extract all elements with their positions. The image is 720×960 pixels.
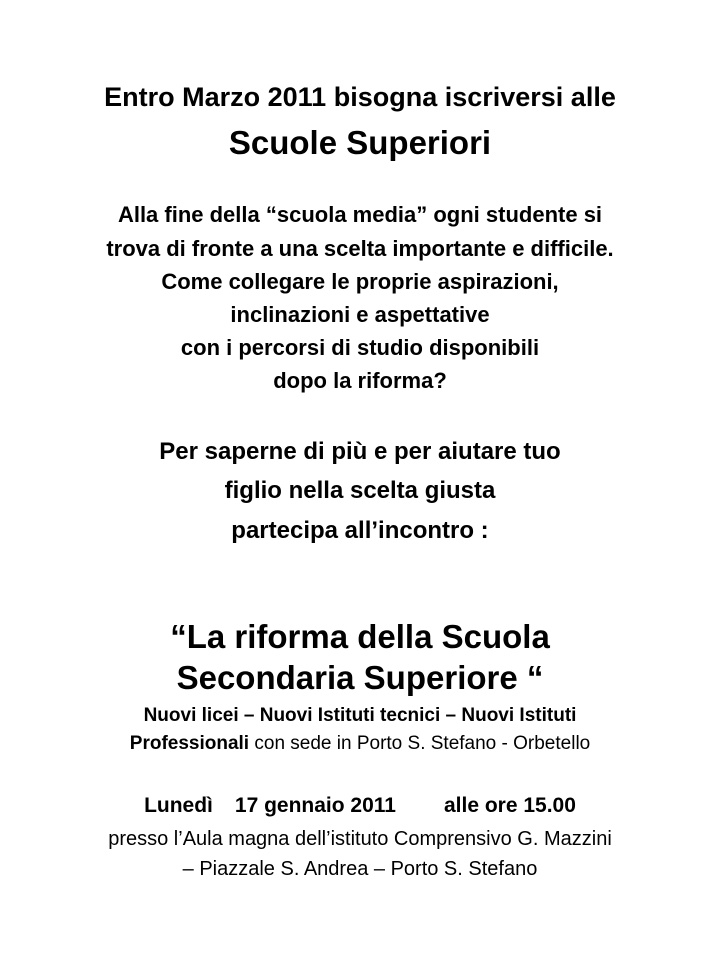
intro-line: con i percorsi di studio disponibili	[180, 335, 540, 360]
event-subtitle-line	[0, 734, 720, 753]
call-to-action-line: partecipa all’incontro :	[231, 517, 489, 544]
intro-line: dopo la riforma?	[273, 368, 447, 393]
subtitle-location-part: con sede in Porto S. Stefano - Orbetello	[249, 733, 591, 754]
intro-line: Alla fine della “scuola media” ogni studente si	[117, 202, 603, 227]
call-to-action-line: figlio nella scelta giusta	[224, 477, 496, 504]
event-date-line	[0, 795, 720, 816]
event-title-line: Secondaria Superiore “	[176, 659, 544, 696]
flyer-title: Scuole Superiori	[228, 124, 492, 161]
event-place-line: – Piazzale S. Andrea – Porto S. Stefano	[182, 858, 538, 880]
subtitle-bold-part: Professionali	[129, 733, 250, 754]
intro-line: trova di fronte a una scelta importante e difficile.	[106, 236, 614, 261]
call-to-action-line: Per saperne di più e per aiutare tuo	[159, 438, 561, 465]
enrollment-deadline-heading: Entro Marzo 2011 bisogna iscriversi alle	[104, 82, 616, 112]
event-time: alle ore 15.00	[443, 794, 576, 817]
event-date: 17 gennaio 2011	[234, 794, 396, 817]
event-place-line: presso l’Aula magna dell’istituto Comprensivo G. Mazzini	[108, 828, 612, 850]
event-day: Lunedì	[144, 794, 213, 817]
intro-line: Come collegare le proprie aspirazioni,	[161, 269, 559, 294]
event-subtitle-line: Nuovi licei – Nuovi Istituti tecnici – Nuovi Istituti	[143, 705, 577, 726]
event-title-line: “La riforma della Scuola	[170, 618, 550, 655]
intro-line: inclinazioni e aspettative	[230, 302, 490, 327]
